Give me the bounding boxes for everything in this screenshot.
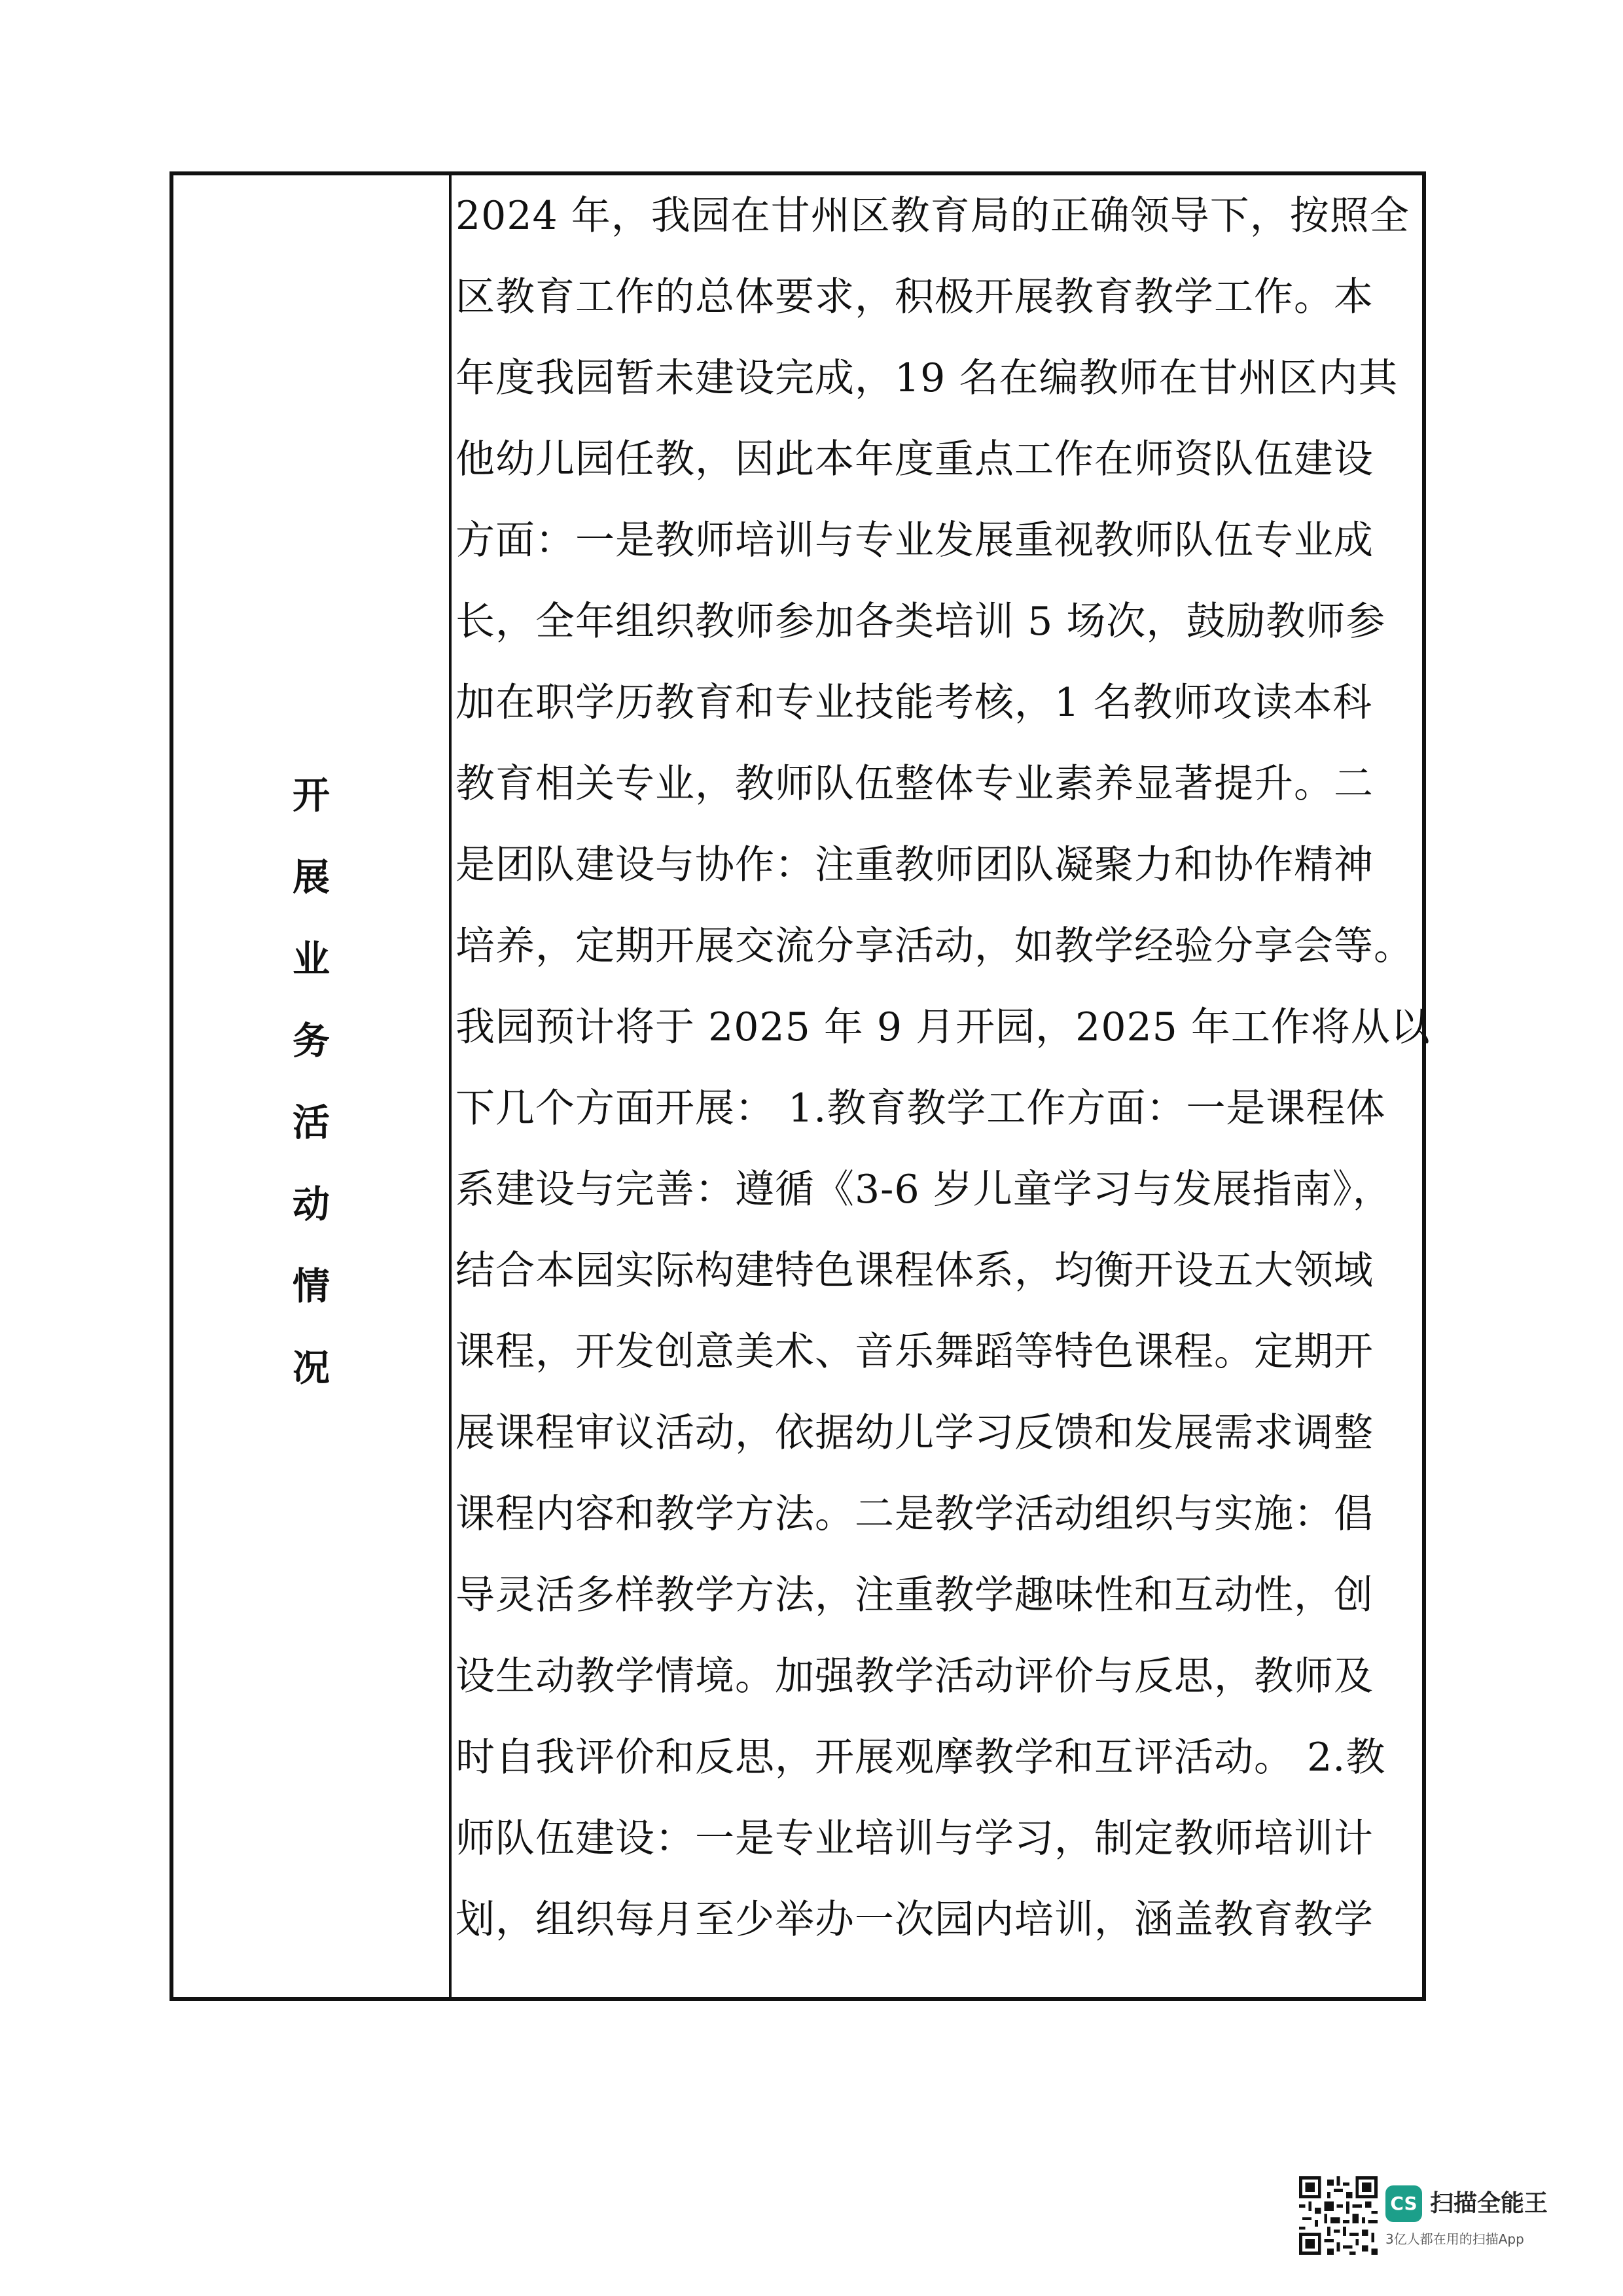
- content-line: 方面：一是教师培训与专业发展重视教师队伍专业成: [455, 518, 1374, 563]
- scanner-tagline: 3亿人都在用的扫描App: [1385, 2231, 1524, 2247]
- content-line: 年度我园暂未建设完成，19 名在编教师在甘州区内其: [455, 355, 1399, 401]
- content-line: 课程内容和教学方法。二是教学活动组织与实施：倡: [455, 1491, 1374, 1537]
- content-line: 他幼儿园任教，因此本年度重点工作在师资队伍建设: [455, 436, 1374, 482]
- row-label-char: 活: [293, 1101, 330, 1144]
- content-line: 下几个方面开展： 1.教育教学工作方面：一是课程体: [455, 1086, 1386, 1131]
- content-line: 结合本园实际构建特色课程体系，均衡开设五大领域: [455, 1248, 1374, 1294]
- content-line: 课程，开发创意美术、音乐舞蹈等特色课程。定期开: [455, 1329, 1374, 1375]
- row-label-char: 业: [293, 938, 330, 981]
- row-label-char: 展: [293, 856, 330, 899]
- content-line: 时自我评价和反思，开展观摩教学和互评活动。 2.教: [455, 1735, 1386, 1780]
- row-label-char: 动: [293, 1183, 330, 1226]
- content-line: 是团队建设与协作：注重教师团队凝聚力和协作精神: [455, 842, 1374, 888]
- content-line: 设生动教学情境。加强教学活动评价与反思，教师及: [455, 1653, 1374, 1699]
- content-line: 划，组织每月至少举办一次园内培训，涵盖教育教学: [455, 1897, 1374, 1943]
- content-line: 长，全年组织教师参加各类培训 5 场次，鼓励教师参: [455, 599, 1386, 645]
- content-line: 展课程审议活动，依据幼儿学习反馈和发展需求调整: [455, 1410, 1374, 1456]
- qr-code-icon: [1299, 2176, 1378, 2255]
- content-line: 师队伍建设：一是专业培训与学习，制定教师培训计: [455, 1816, 1374, 1862]
- content-line: 2024 年，我园在甘州区教育局的正确领导下，按照全: [455, 193, 1410, 239]
- content-line: 教育相关专业，教师队伍整体专业素养显著提升。二: [455, 761, 1374, 807]
- column-divider: [449, 171, 452, 2001]
- activity-content: [455, 175, 1431, 1997]
- scanner-app-name: 扫描全能王: [1430, 2190, 1548, 2217]
- content-line: 我园预计将于 2025 年 9 月开园，2025 年工作将从以: [455, 1004, 1431, 1050]
- content-line: 加在职学历教育和专业技能考核，1 名教师攻读本科: [455, 680, 1373, 726]
- row-label-char: 情: [293, 1265, 330, 1308]
- row-label-char: 开: [293, 774, 330, 817]
- camscanner-logo-icon: CS: [1385, 2185, 1422, 2222]
- content-line: 系建设与完善：遵循《3-6 岁儿童学习与发展指南》，: [455, 1167, 1393, 1212]
- row-label-char: 况: [293, 1347, 330, 1390]
- content-line: 导灵活多样教学方法，注重教学趣味性和互动性，创: [455, 1572, 1374, 1618]
- content-line: 区教育工作的总体要求，积极开展教育教学工作。本: [455, 274, 1374, 320]
- row-label-char: 务: [293, 1019, 330, 1063]
- scanner-watermark: [1299, 2176, 1587, 2257]
- row-label-column: [173, 175, 449, 1997]
- content-line: 培养，定期开展交流分享活动，如教学经验分享会等。: [455, 923, 1414, 969]
